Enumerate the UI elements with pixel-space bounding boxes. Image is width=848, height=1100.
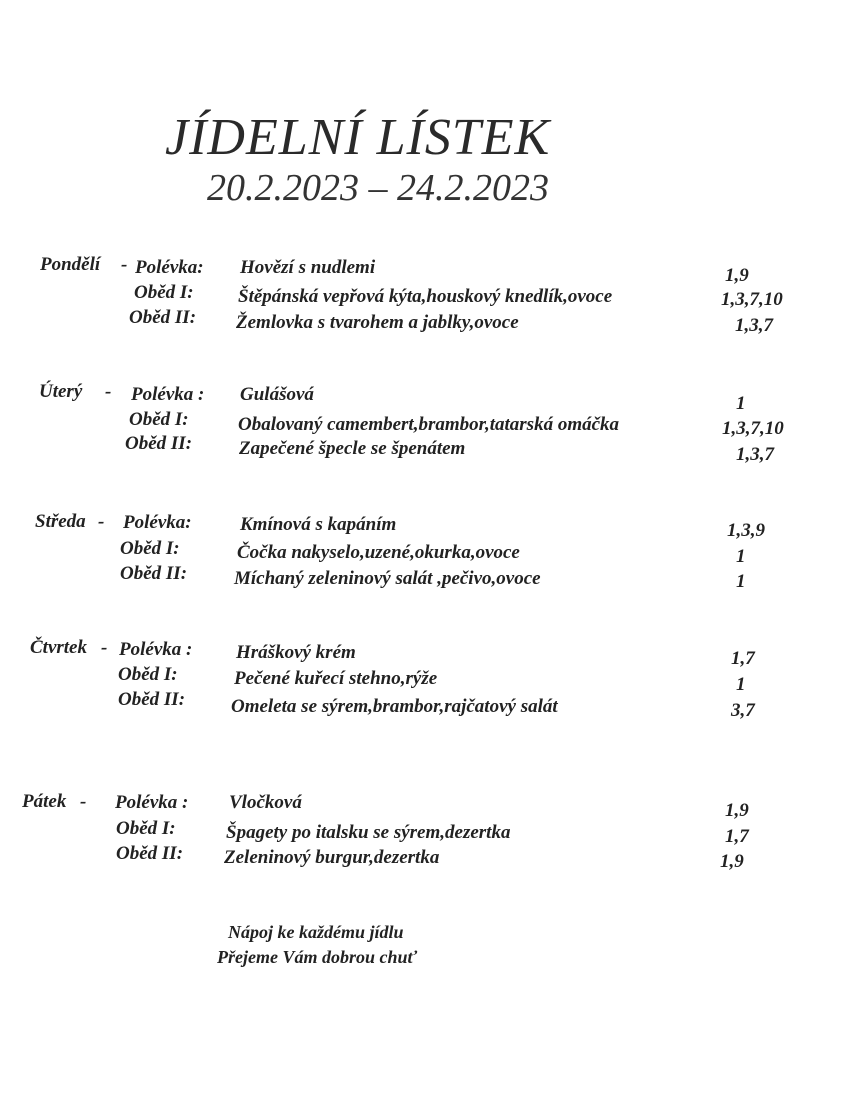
row-label: Oběd I: [116, 818, 176, 839]
dish-name: Zapečené špecle se špenátem [239, 438, 466, 459]
allergens: 1,3,9 [727, 520, 765, 541]
row-label: Oběd II: [118, 689, 186, 710]
day-name: Pondělí [40, 254, 101, 275]
dish-name: Štěpánská vepřová kýta,houskový knedlík,ovoce [238, 286, 613, 307]
day-name: Čtvrtek [30, 637, 87, 658]
allergens: 1 [736, 674, 746, 695]
day-name: Středa [35, 511, 86, 532]
day-separator: - [80, 791, 87, 812]
date-range: 20.2.2023 – 24.2.2023 [207, 167, 549, 209]
row-label: Polévka: [123, 512, 192, 533]
dish-name: Žemlovka s tvarohem a jablky,ovoce [236, 312, 519, 333]
dish-name: Obalovaný camembert,brambor,tatarská omáčka [238, 414, 620, 435]
allergens: 1,3,7,10 [721, 289, 783, 310]
dish-name: Hovězí s nudlemi [240, 257, 376, 278]
dish-name: Gulášová [240, 384, 314, 405]
page-title: JÍDELNÍ LÍSTEK [165, 109, 551, 166]
row-label: Polévka : [131, 384, 205, 405]
allergens: 1 [736, 393, 746, 414]
dish-name: Zeleninový burgur,dezertka [224, 847, 440, 868]
row-label: Oběd II: [125, 433, 193, 454]
allergens: 1 [736, 546, 746, 567]
row-label: Oběd II: [116, 843, 184, 864]
dish-name: Vločková [229, 792, 302, 813]
dish-name: Míchaný zeleninový salát ,pečivo,ovoce [234, 568, 541, 589]
row-label: Oběd II: [120, 563, 188, 584]
day-separator: - [101, 637, 108, 658]
row-label: Oběd I: [134, 282, 194, 303]
row-label: Polévka : [115, 792, 189, 813]
day-separator: - [98, 511, 105, 532]
day-separator: - [105, 381, 112, 402]
allergens: 1,3,7 [736, 444, 774, 465]
row-label: Polévka: [135, 257, 204, 278]
allergens: 1,7 [731, 648, 755, 669]
row-label: Oběd I: [120, 538, 180, 559]
allergens: 1 [736, 571, 746, 592]
allergens: 1,3,7 [735, 315, 773, 336]
row-label: Oběd I: [129, 409, 189, 430]
dish-name: Špagety po italsku se sýrem,dezertka [226, 822, 511, 843]
row-label: Polévka : [119, 639, 193, 660]
allergens: 1,9 [725, 265, 749, 286]
allergens: 1,3,7,10 [722, 418, 784, 439]
day-separator: - [121, 254, 128, 275]
dish-name: Čočka nakyselo,uzené,okurka,ovoce [237, 542, 520, 563]
day-name: Pátek [22, 791, 67, 812]
day-name: Úterý [39, 381, 83, 402]
allergens: 3,7 [731, 700, 755, 721]
dish-name: Pečené kuřecí stehno,rýže [234, 668, 438, 689]
dish-name: Hráškový krém [236, 642, 356, 663]
row-label: Oběd I: [118, 664, 178, 685]
row-label: Oběd II: [129, 307, 197, 328]
dish-name: Kmínová s kapáním [240, 514, 397, 535]
allergens: 1,9 [720, 851, 744, 872]
dish-name: Omeleta se sýrem,brambor,rajčatový salát [231, 696, 558, 717]
allergens: 1,9 [725, 800, 749, 821]
allergens: 1,7 [725, 826, 749, 847]
footer-greeting: Přejeme Vám dobrou chuť [217, 947, 418, 967]
footer-drink-note: Nápoj ke každému jídlu [228, 922, 404, 942]
